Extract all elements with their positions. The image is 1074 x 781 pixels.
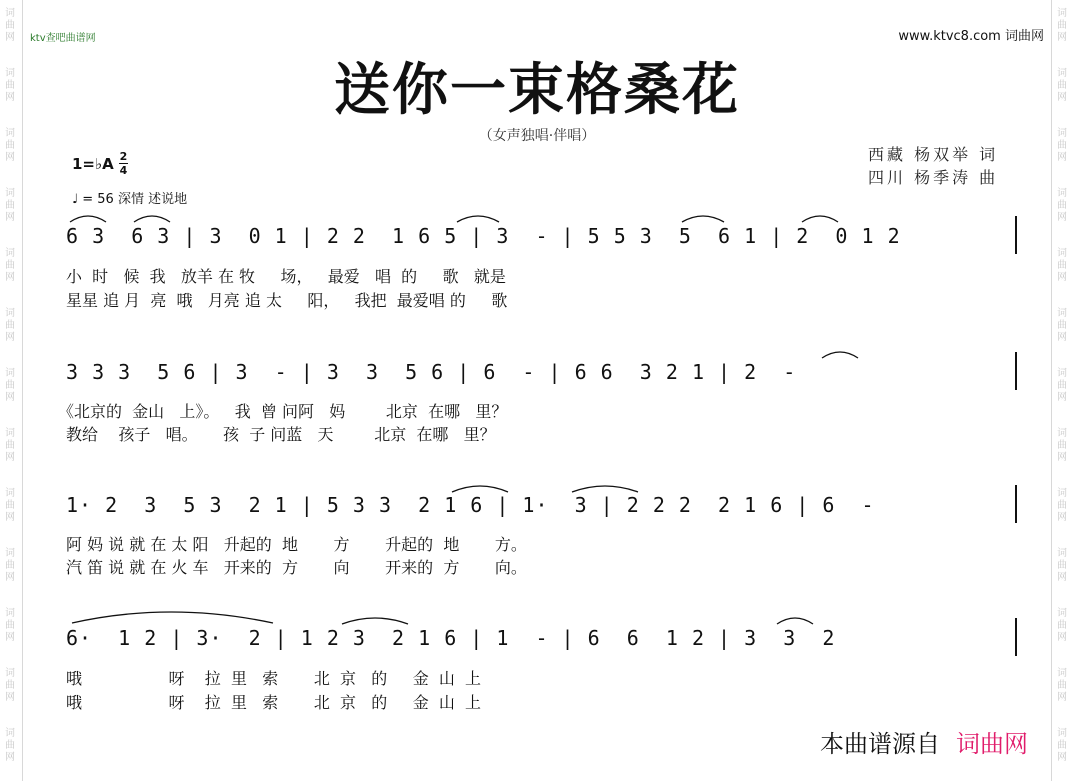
header-left-watermark: ktv查吧曲谱网 xyxy=(30,33,96,44)
side-watermark-char: 网 xyxy=(5,272,15,283)
side-watermark-char: 网 xyxy=(1057,572,1067,583)
notation-row-1: 6 3 6 3 | 3 0 1 | 2 2 1 6 5 | 3 - | 5 5 3 5 6 1 | 2 0 1 2 xyxy=(66,224,901,248)
bar-line xyxy=(1015,216,1017,254)
side-watermark-char: 词 xyxy=(1057,308,1067,319)
header-right-site[interactable] xyxy=(898,25,1044,44)
side-watermark-char: 曲 xyxy=(5,740,15,751)
lyrics-row-4-verse-1: 哦 呀 拉 里 索 北 京 的 金 山 上 xyxy=(66,669,482,688)
side-watermark-char: 网 xyxy=(1057,512,1067,523)
side-watermark-char: 网 xyxy=(1057,632,1067,643)
slur-arc xyxy=(680,212,726,224)
side-watermark-char: 网 xyxy=(5,632,15,643)
composer-credit: 四川 杨季涛 曲 xyxy=(868,168,999,187)
lyrics-row-3-verse-2: 汽 笛 说 就 在 火 车 开来的 方 向 开来的 方 向。 xyxy=(66,558,527,577)
side-watermark-char: 词 xyxy=(5,668,15,679)
side-watermark-char: 词 xyxy=(1057,668,1067,679)
side-watermark-char: 网 xyxy=(1057,692,1067,703)
side-watermark-char: 网 xyxy=(5,152,15,163)
side-watermark-char: 词 xyxy=(5,8,15,19)
side-watermark-char: 曲 xyxy=(1057,680,1067,691)
side-watermark-char: 词 xyxy=(5,308,15,319)
side-watermark-char: 词 xyxy=(5,368,15,379)
lyrics-row-3-verse-1: 阿 妈 说 就 在 太 阳 升起的 地 方 升起的 地 方。 xyxy=(66,535,527,554)
notation-row-3: 1· 2 3 5 3 2 1 | 5 3 3 2 1 6 | 1· 3 | 2 2 2 2 1 6 | 6 - xyxy=(66,493,875,517)
side-watermark-char: 网 xyxy=(1057,752,1067,763)
side-watermark-char: 网 xyxy=(1057,332,1067,343)
side-watermark-char: 词 xyxy=(5,68,15,79)
side-watermark-char: 曲 xyxy=(5,560,15,571)
lyrics-row-2-verse-1: 《北京的 金山 上》。 我 曾 问阿 妈 北京 在哪 里？ xyxy=(58,402,508,421)
tempo-marking: ♩ = 56 深情 述说地 xyxy=(72,192,188,207)
time-signature-bottom: 4 xyxy=(119,164,128,177)
lyrics-row-1-verse-2: 星星 追 月 亮 哦 月亮 追 太 阳， 我把 最爱唱 的 歌 xyxy=(66,291,508,310)
side-watermark-char: 曲 xyxy=(1057,440,1067,451)
time-signature-top: 2 xyxy=(119,150,128,163)
side-watermark-char: 网 xyxy=(1057,452,1067,463)
side-watermark-char: 网 xyxy=(1057,392,1067,403)
source-label: 本曲谱源自 xyxy=(820,730,940,758)
side-watermark-char: 词 xyxy=(1057,8,1067,19)
side-watermark-char: 词 xyxy=(1057,608,1067,619)
side-watermark-char: 网 xyxy=(1057,92,1067,103)
side-watermark-char: 词 xyxy=(1057,128,1067,139)
side-watermark-char: 网 xyxy=(5,752,15,763)
side-watermark-char: 词 xyxy=(5,248,15,259)
side-watermark-char: 曲 xyxy=(1057,500,1067,511)
lyricist-credit: 西藏 杨双举 词 xyxy=(868,145,999,164)
side-watermark-char: 词 xyxy=(5,608,15,619)
song-title: 送你一束格桑花 xyxy=(334,58,740,123)
side-watermark-char: 词 xyxy=(5,548,15,559)
side-watermark-char: 曲 xyxy=(1057,560,1067,571)
side-watermark-char: 网 xyxy=(5,692,15,703)
slur-arc xyxy=(68,212,108,224)
side-watermark-char: 曲 xyxy=(1057,380,1067,391)
side-watermark-char: 曲 xyxy=(5,20,15,31)
side-watermark-char: 网 xyxy=(5,512,15,523)
side-watermark-char: 曲 xyxy=(5,620,15,631)
side-watermark-char: 曲 xyxy=(5,440,15,451)
side-watermark-char: 曲 xyxy=(5,380,15,391)
side-watermark-char: 网 xyxy=(5,452,15,463)
time-signature xyxy=(119,150,128,177)
slur-arc xyxy=(340,614,410,626)
side-watermark-char: 网 xyxy=(5,572,15,583)
site-url[interactable]: www.ktvc8.com xyxy=(898,29,1005,44)
side-watermark-char: 曲 xyxy=(5,680,15,691)
side-watermark-char: 网 xyxy=(1057,32,1067,43)
side-watermark-char: 词 xyxy=(5,188,15,199)
side-watermark-char: 词 xyxy=(1057,488,1067,499)
bar-line xyxy=(1015,352,1017,390)
side-watermark-char: 曲 xyxy=(5,320,15,331)
side-watermark-char: 词 xyxy=(1057,188,1067,199)
notation-row-4: 6· 1 2 | 3· 2 | 1 2 3 2 1 6 | 1 - | 6 6 1 2 | 3 3 2 xyxy=(66,626,836,650)
bar-line xyxy=(1015,618,1017,656)
side-watermark-char: 词 xyxy=(1057,428,1067,439)
side-watermark-char: 网 xyxy=(1057,212,1067,223)
lyrics-row-4-verse-2: 哦 呀 拉 里 索 北 京 的 金 山 上 xyxy=(66,693,482,712)
side-watermark-char: 词 xyxy=(1057,368,1067,379)
lyrics-row-1-verse-1: 小 时 候 我 放羊 在 牧 场， 最爱 唱 的 歌 就是 xyxy=(66,267,506,286)
slur-arc xyxy=(70,607,275,625)
side-watermark-char: 曲 xyxy=(5,200,15,211)
slur-arc xyxy=(455,212,501,224)
side-watermark-char: 曲 xyxy=(1057,620,1067,631)
side-watermark-char: 曲 xyxy=(1057,140,1067,151)
side-watermark-char: 曲 xyxy=(5,260,15,271)
side-watermark-char: 网 xyxy=(5,332,15,343)
song-subtitle: （女声独唱·伴唱） xyxy=(478,128,596,144)
side-watermark-char: 曲 xyxy=(5,80,15,91)
side-watermark-char: 词 xyxy=(5,488,15,499)
side-watermark-char: 词 xyxy=(5,128,15,139)
side-watermark-char: 网 xyxy=(5,212,15,223)
slur-arc xyxy=(450,482,510,494)
side-watermark-char: 网 xyxy=(1057,152,1067,163)
notation-row-2: 3 3 3 5 6 | 3 - | 3 3 5 6 | 6 - | 6 6 3 2 1 | 2 - xyxy=(66,360,797,384)
side-watermark-char: 词 xyxy=(1057,548,1067,559)
side-watermark-char: 曲 xyxy=(1057,740,1067,751)
site-brand[interactable]: 词曲网 xyxy=(1004,29,1044,44)
side-watermark-char: 词 xyxy=(1057,728,1067,739)
side-watermark-char: 曲 xyxy=(5,500,15,511)
side-watermark-char: 曲 xyxy=(1057,320,1067,331)
side-watermark-char: 曲 xyxy=(1057,80,1067,91)
bar-line xyxy=(1015,485,1017,523)
side-watermark-char: 网 xyxy=(5,392,15,403)
key-signature: 1=♭A xyxy=(72,155,114,173)
side-watermark-char: 曲 xyxy=(1057,20,1067,31)
side-watermark-char: 曲 xyxy=(1057,200,1067,211)
side-watermark-char: 曲 xyxy=(5,140,15,151)
side-watermark-char: 网 xyxy=(1057,272,1067,283)
side-watermark-char: 网 xyxy=(5,32,15,43)
footer-brand-link[interactable]: 词曲网 xyxy=(956,730,1028,758)
slur-arc xyxy=(132,212,172,224)
side-watermark-char: 词 xyxy=(5,728,15,739)
side-watermark-char: 曲 xyxy=(1057,260,1067,271)
slur-arc xyxy=(570,482,640,494)
slur-arc xyxy=(800,212,840,224)
side-watermark-char: 词 xyxy=(1057,68,1067,79)
slur-arc xyxy=(820,348,860,360)
side-watermark-char: 词 xyxy=(5,428,15,439)
source-footer xyxy=(820,724,1028,759)
side-watermark-char: 网 xyxy=(5,92,15,103)
lyrics-row-2-verse-2: 教给 孩子 唱。 孩 子 问蓝 天 北京 在哪 里？ xyxy=(66,425,496,444)
side-watermark-char: 词 xyxy=(1057,248,1067,259)
slur-arc xyxy=(775,614,815,626)
